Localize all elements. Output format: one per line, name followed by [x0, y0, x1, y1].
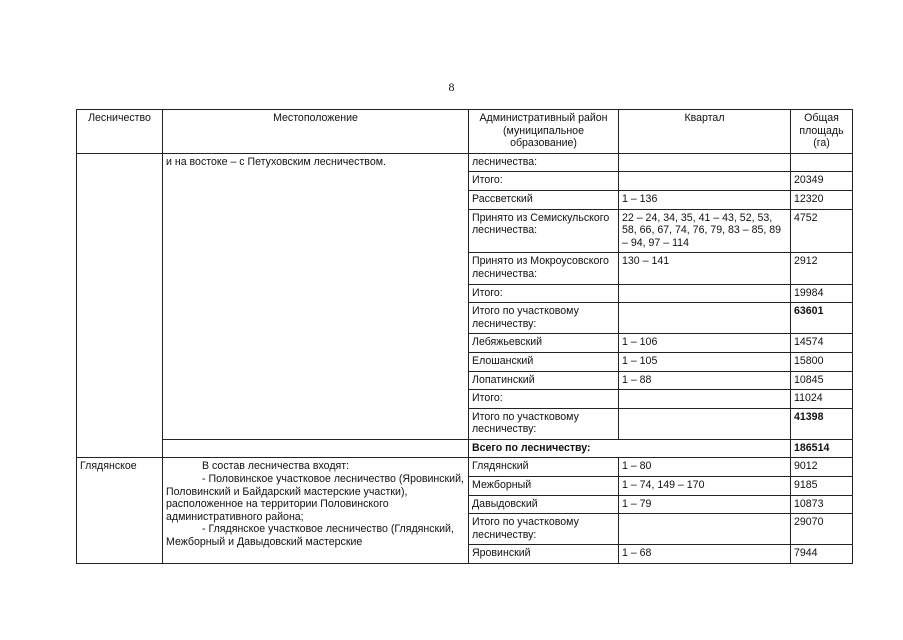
- quarter-cell: 1 – 68: [619, 545, 791, 564]
- district-cell: Итого по участковому лесничеству:: [469, 303, 619, 334]
- area-cell: 7944: [791, 545, 853, 564]
- district-cell: Итого:: [469, 172, 619, 191]
- total-label-cell: Всего по лесничеству:: [469, 439, 791, 458]
- district-cell: Елошанский: [469, 352, 619, 371]
- district-cell: Итого по участковому лесничеству:: [469, 514, 619, 545]
- header-area: Общая площадь (га): [791, 110, 853, 154]
- quarter-cell: 1 – 106: [619, 334, 791, 353]
- location-intro: В состав лесничества входят:: [202, 460, 350, 473]
- quarter-cell: [619, 303, 791, 334]
- page-number: 8: [448, 80, 455, 94]
- district-cell: Давыдовский: [469, 495, 619, 514]
- header-quarter: Квартал: [619, 110, 791, 154]
- district-cell: Принято из Мокроусовского лесничества:: [469, 253, 619, 284]
- quarter-cell: [619, 514, 791, 545]
- district-cell: Принято из Семискульского лесничества:: [469, 209, 619, 253]
- district-cell: Итого:: [469, 284, 619, 303]
- header-location: Местоположение: [163, 110, 469, 154]
- header-forestry: Лесничество: [77, 110, 163, 154]
- district-cell: Итого по участковому лесничеству:: [469, 408, 619, 439]
- area-cell: 29070: [791, 514, 853, 545]
- area-cell: 63601: [791, 303, 853, 334]
- district-cell: Яровинский: [469, 545, 619, 564]
- quarter-cell: 1 – 79: [619, 495, 791, 514]
- area-cell: [791, 153, 853, 172]
- forestry-cell: [77, 153, 163, 458]
- area-cell: 10873: [791, 495, 853, 514]
- area-cell: 9012: [791, 458, 853, 477]
- forestry-table: [76, 109, 853, 564]
- area-cell: 12320: [791, 190, 853, 209]
- table-row-total: [77, 439, 853, 458]
- district-cell: Глядянский: [469, 458, 619, 477]
- district-cell: Лопатинский: [469, 371, 619, 390]
- quarter-cell: 22 – 24, 34, 35, 41 – 43, 52, 53, 58, 66, 67, 74, 76, 79, 83 – 85, 89 – 94, 97 – 114: [619, 209, 791, 253]
- table-header-row: [77, 110, 853, 154]
- table-row: [77, 458, 853, 477]
- quarter-cell: 1 – 136: [619, 190, 791, 209]
- quarter-cell: 1 – 105: [619, 352, 791, 371]
- quarter-cell: 130 – 141: [619, 253, 791, 284]
- area-cell: 2912: [791, 253, 853, 284]
- area-cell: 10845: [791, 371, 853, 390]
- area-cell: 9185: [791, 477, 853, 496]
- location-paragraph: - Половинское участковое лесничество (Яровинский, Половинский и Байдарский мастерские участки), расположенное на территории Половинского административного района;: [166, 473, 464, 523]
- area-cell: 41398: [791, 408, 853, 439]
- district-cell: лесничества:: [469, 153, 619, 172]
- quarter-cell: [619, 172, 791, 191]
- area-cell: 14574: [791, 334, 853, 353]
- district-cell: Лебяжьевский: [469, 334, 619, 353]
- quarter-cell: 1 – 74, 149 – 170: [619, 477, 791, 496]
- quarter-cell: [619, 284, 791, 303]
- quarter-cell: [619, 408, 791, 439]
- district-cell: Рассветский: [469, 190, 619, 209]
- empty-location-cell: [163, 439, 469, 458]
- area-cell: 19984: [791, 284, 853, 303]
- quarter-cell: 1 – 80: [619, 458, 791, 477]
- area-cell: 15800: [791, 352, 853, 371]
- quarter-cell: 1 – 88: [619, 371, 791, 390]
- location-cell: и на востоке – с Петуховским лесничеством.: [163, 153, 469, 439]
- forestry-cell: Глядянское: [77, 458, 163, 564]
- area-cell: 11024: [791, 390, 853, 409]
- location-paragraph: - Глядянское участковое лесничество (Глядянский, Межборный и Давыдовский мастерские: [166, 523, 454, 549]
- quarter-cell: [619, 153, 791, 172]
- quarter-cell: [619, 390, 791, 409]
- district-cell: Межборный: [469, 477, 619, 496]
- total-area-cell: 186514: [791, 439, 853, 458]
- area-cell: 20349: [791, 172, 853, 191]
- district-cell: Итого:: [469, 390, 619, 409]
- area-cell: 4752: [791, 209, 853, 253]
- location-cell: [163, 458, 469, 564]
- table-row: [77, 153, 853, 172]
- header-district: Административный район (муниципальное образование): [469, 110, 619, 154]
